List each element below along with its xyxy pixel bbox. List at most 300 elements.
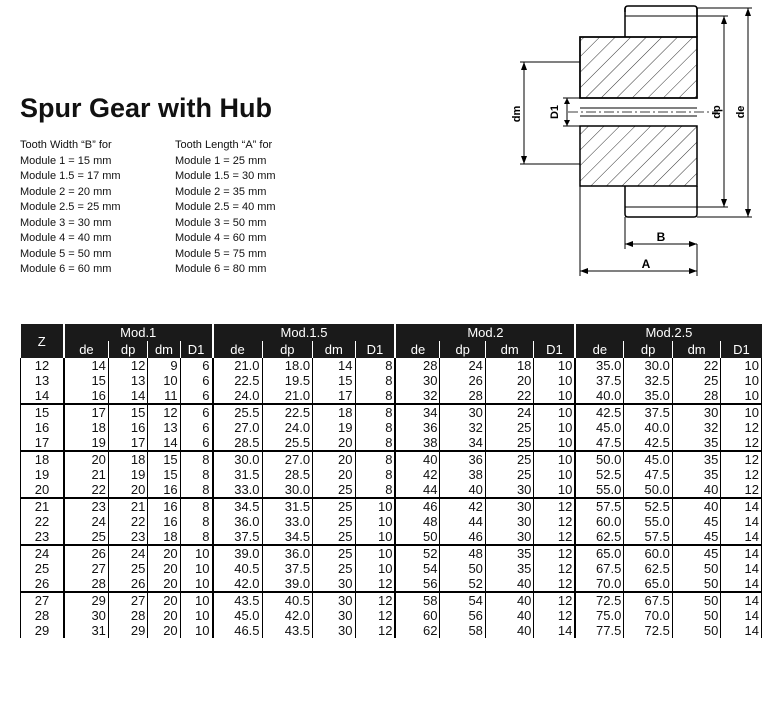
table-cell: 10	[180, 608, 212, 623]
table-cell: 10	[534, 388, 575, 404]
table-cell: 12	[355, 576, 395, 592]
table-cell: 12	[721, 482, 762, 498]
table-cell: 31	[64, 623, 108, 638]
table-cell: 50	[672, 592, 721, 608]
table-row	[21, 358, 762, 373]
table-cell: 10	[721, 388, 762, 404]
z-cell: 12	[21, 358, 64, 373]
tooth-length-line: Module 1.5 = 30 mm	[175, 170, 276, 182]
table-cell: 33.0	[262, 514, 313, 529]
table-cell: 10	[355, 545, 395, 561]
table-cell: 34.5	[262, 529, 313, 545]
table-cell: 35.0	[575, 358, 624, 373]
table-cell: 15	[148, 451, 180, 467]
table-cell: 45.0	[624, 451, 673, 467]
table-cell: 8	[180, 482, 212, 498]
table-cell: 40.0	[624, 420, 673, 435]
tooth-width-line: Module 1 = 15 mm	[20, 154, 112, 167]
table-cell: 57.5	[575, 498, 624, 514]
z-cell: 25	[21, 561, 64, 576]
table-cell: 12	[721, 467, 762, 482]
table-cell: 30	[672, 404, 721, 420]
table-cell: 12	[355, 623, 395, 638]
table-cell: 10	[534, 467, 575, 482]
table-cell: 23	[108, 529, 147, 545]
table-cell: 24	[64, 514, 108, 529]
table-cell: 36.0	[213, 514, 263, 529]
table-cell: 30	[313, 576, 355, 592]
table-cell: 28	[440, 388, 485, 404]
table-cell: 18	[485, 358, 534, 373]
table-cell: 25	[313, 529, 355, 545]
table-cell: 37.5	[262, 561, 313, 576]
table-cell: 40	[485, 576, 534, 592]
table-cell: 62.5	[624, 561, 673, 576]
column-header: dm	[485, 341, 534, 358]
table-cell: 18	[64, 420, 108, 435]
table-cell: 40	[485, 608, 534, 623]
table-cell: 12	[534, 529, 575, 545]
table-cell: 45	[672, 529, 721, 545]
tooth-length-line: Module 2 = 35 mm	[175, 185, 267, 198]
table-cell: 43.5	[213, 592, 263, 608]
table-cell: 10	[534, 420, 575, 435]
table-cell: 16	[148, 514, 180, 529]
table-cell: 31.5	[213, 467, 263, 482]
table-cell: 6	[180, 358, 212, 373]
table-cell: 14	[313, 358, 355, 373]
table-cell: 30.0	[624, 358, 673, 373]
table-cell: 47.5	[624, 467, 673, 482]
dim-label-dp: dp	[711, 105, 723, 119]
table-cell: 19.5	[262, 373, 313, 388]
table-cell: 30	[485, 529, 534, 545]
table-cell: 25	[313, 498, 355, 514]
table-cell: 30	[313, 608, 355, 623]
table-cell: 26	[64, 545, 108, 561]
table-cell: 12	[355, 608, 395, 623]
table-cell: 35	[672, 435, 721, 451]
table-cell: 11	[148, 388, 180, 404]
table-cell: 30	[440, 404, 485, 420]
table-cell: 14	[721, 576, 762, 592]
column-header: de	[575, 341, 624, 358]
table-cell: 14	[148, 435, 180, 451]
table-cell: 21.0	[213, 358, 263, 373]
table-row	[21, 482, 762, 498]
table-cell: 37.5	[575, 373, 624, 388]
table-cell: 20	[148, 561, 180, 576]
table-row	[21, 592, 762, 608]
z-cell: 13	[21, 373, 64, 388]
table-cell: 10	[180, 561, 212, 576]
table-cell: 72.5	[624, 623, 673, 638]
column-header: dp	[624, 341, 673, 358]
table-cell: 12	[108, 358, 147, 373]
table-cell: 27.0	[262, 451, 313, 467]
table-cell: 19	[313, 420, 355, 435]
table-cell: 13	[148, 420, 180, 435]
table-cell: 10	[534, 373, 575, 388]
table-cell: 35	[672, 451, 721, 467]
table-cell: 45.0	[575, 420, 624, 435]
table-cell: 45	[672, 545, 721, 561]
table-cell: 45	[672, 514, 721, 529]
table-cell: 25	[108, 561, 147, 576]
table-cell: 9	[148, 358, 180, 373]
table-cell: 52	[395, 545, 439, 561]
table-cell: 20	[313, 451, 355, 467]
table-row	[21, 514, 762, 529]
table-cell: 45.0	[213, 608, 263, 623]
table-cell: 6	[180, 435, 212, 451]
tooth-width-line: Module 5 = 50 mm	[20, 247, 112, 260]
table-cell: 25	[64, 529, 108, 545]
table-cell: 46	[395, 498, 439, 514]
table-cell: 42	[440, 498, 485, 514]
table-cell: 30	[485, 498, 534, 514]
z-cell: 26	[21, 576, 64, 592]
table-cell: 65.0	[575, 545, 624, 561]
table-cell: 14	[534, 623, 575, 638]
table-cell: 10	[534, 404, 575, 420]
table-cell: 32	[440, 420, 485, 435]
table-cell: 40	[440, 482, 485, 498]
table-cell: 27.0	[213, 420, 263, 435]
table-cell: 8	[180, 498, 212, 514]
table-cell: 24.0	[262, 420, 313, 435]
tooth-length-spec	[175, 138, 276, 278]
column-header: dp	[440, 341, 485, 358]
table-cell: 8	[180, 451, 212, 467]
table-cell: 46.5	[213, 623, 263, 638]
table-cell: 14	[721, 529, 762, 545]
table-cell: 13	[108, 373, 147, 388]
table-cell: 6	[180, 404, 212, 420]
table-cell: 12	[355, 592, 395, 608]
z-cell: 15	[21, 404, 64, 420]
table-cell: 65.0	[624, 576, 673, 592]
table-cell: 14	[721, 623, 762, 638]
table-cell: 40	[395, 451, 439, 467]
table-cell: 10	[534, 482, 575, 498]
table-cell: 30	[313, 592, 355, 608]
table-cell: 72.5	[575, 592, 624, 608]
table-cell: 39.0	[213, 545, 263, 561]
table-cell: 10	[355, 514, 395, 529]
table-cell: 21	[108, 498, 147, 514]
table-cell: 28	[672, 388, 721, 404]
table-cell: 20	[148, 592, 180, 608]
table-cell: 8	[355, 358, 395, 373]
table-cell: 14	[721, 608, 762, 623]
table-cell: 46	[440, 529, 485, 545]
table-cell: 20	[64, 451, 108, 467]
table-cell: 42.5	[624, 435, 673, 451]
table-cell: 10	[534, 435, 575, 451]
table-cell: 30	[313, 623, 355, 638]
table-cell: 22	[672, 358, 721, 373]
table-cell: 6	[180, 373, 212, 388]
table-cell: 10	[355, 498, 395, 514]
table-cell: 22	[485, 388, 534, 404]
table-cell: 28	[64, 576, 108, 592]
table-cell: 52.5	[624, 498, 673, 514]
table-cell: 39.0	[262, 576, 313, 592]
table-cell: 15	[64, 373, 108, 388]
column-header: de	[395, 341, 439, 358]
table-cell: 12	[148, 404, 180, 420]
table-cell: 10	[148, 373, 180, 388]
table-cell: 30	[485, 514, 534, 529]
tooth-length-line: Module 4 = 60 mm	[175, 232, 267, 244]
column-header: D1	[721, 341, 762, 358]
table-cell: 20	[148, 608, 180, 623]
table-cell: 8	[355, 404, 395, 420]
table-row	[21, 545, 762, 561]
table-cell: 17	[108, 435, 147, 451]
table-cell: 67.5	[624, 592, 673, 608]
table-cell: 25.5	[213, 404, 263, 420]
column-header: dm	[313, 341, 355, 358]
table-cell: 62	[395, 623, 439, 638]
table-cell: 30	[485, 482, 534, 498]
table-cell: 36	[440, 451, 485, 467]
tooth-width-line: Module 2.5 = 25 mm	[20, 201, 121, 213]
table-cell: 8	[180, 467, 212, 482]
sub-header-row	[21, 341, 762, 358]
table-row	[21, 467, 762, 482]
table-cell: 32	[672, 420, 721, 435]
table-cell: 18.0	[262, 358, 313, 373]
table-cell: 6	[180, 420, 212, 435]
table-cell: 10	[534, 451, 575, 467]
table-cell: 38	[395, 435, 439, 451]
table-cell: 37.5	[213, 529, 263, 545]
table-cell: 20	[313, 435, 355, 451]
tooth-width-line: Module 6 = 60 mm	[20, 263, 112, 275]
table-cell: 14	[721, 545, 762, 561]
table-body	[21, 358, 762, 638]
z-cell: 17	[21, 435, 64, 451]
tooth-length-line: Module 2.5 = 40 mm	[175, 201, 276, 213]
table-cell: 15	[313, 373, 355, 388]
table-cell: 10	[721, 404, 762, 420]
table-cell: 12	[534, 576, 575, 592]
column-header: dm	[148, 341, 180, 358]
table-cell: 25.5	[262, 435, 313, 451]
table-cell: 8	[180, 514, 212, 529]
table-cell: 50.0	[624, 482, 673, 498]
table-cell: 12	[534, 545, 575, 561]
table-cell: 17	[64, 404, 108, 420]
table-cell: 60	[395, 608, 439, 623]
table-cell: 12	[534, 561, 575, 576]
table-cell: 47.5	[575, 435, 624, 451]
table-row	[21, 608, 762, 623]
table-cell: 8	[355, 482, 395, 498]
table-cell: 17	[313, 388, 355, 404]
table-cell: 14	[108, 388, 147, 404]
tooth-length-line: Module 6 = 80 mm	[175, 263, 267, 275]
table-cell: 15	[148, 467, 180, 482]
table-cell: 50	[395, 529, 439, 545]
table-cell: 20	[148, 576, 180, 592]
table-cell: 30	[64, 608, 108, 623]
z-cell: 19	[21, 467, 64, 482]
table-cell: 12	[721, 451, 762, 467]
table-cell: 24.0	[213, 388, 263, 404]
table-cell: 8	[355, 388, 395, 404]
table-cell: 40	[485, 592, 534, 608]
table-cell: 19	[64, 435, 108, 451]
table-row	[21, 388, 762, 404]
table-cell: 8	[355, 420, 395, 435]
z-header: Z	[21, 324, 64, 358]
table-cell: 54	[440, 592, 485, 608]
table-cell: 50	[672, 576, 721, 592]
table-cell: 25	[485, 467, 534, 482]
table-cell: 60.0	[624, 545, 673, 561]
dim-label-d1: D1	[549, 104, 561, 120]
z-cell: 24	[21, 545, 64, 561]
table-cell: 48	[440, 545, 485, 561]
table-cell: 22	[64, 482, 108, 498]
table-cell: 19	[108, 467, 147, 482]
table-cell: 15	[108, 404, 147, 420]
table-cell: 33.0	[213, 482, 263, 498]
table-cell: 40.0	[575, 388, 624, 404]
table-cell: 42.0	[262, 608, 313, 623]
table-cell: 44	[395, 482, 439, 498]
table-cell: 40.5	[262, 592, 313, 608]
table-cell: 10	[355, 529, 395, 545]
table-cell: 30	[395, 373, 439, 388]
table-cell: 16	[148, 482, 180, 498]
table-cell: 20	[148, 623, 180, 638]
table-cell: 56	[395, 576, 439, 592]
gear-body	[568, 6, 718, 217]
table-cell: 32	[395, 388, 439, 404]
table-cell: 12	[534, 608, 575, 623]
table-cell: 36	[395, 420, 439, 435]
table-row	[21, 404, 762, 420]
tooth-width-line: Module 3 = 30 mm	[20, 216, 112, 229]
table-cell: 25	[313, 482, 355, 498]
table-cell: 28	[395, 358, 439, 373]
module-group-header: Mod.2.5	[575, 324, 761, 341]
table-cell: 35	[485, 561, 534, 576]
table-cell: 10	[180, 545, 212, 561]
column-header: dp	[108, 341, 147, 358]
table-cell: 32.5	[624, 373, 673, 388]
table-cell: 14	[64, 358, 108, 373]
z-cell: 14	[21, 388, 64, 404]
table-cell: 12	[534, 514, 575, 529]
tooth-length-line: Module 5 = 75 mm	[175, 247, 267, 260]
table-cell: 67.5	[575, 561, 624, 576]
table-cell: 50	[672, 561, 721, 576]
column-header: dm	[672, 341, 721, 358]
table-cell: 18	[148, 529, 180, 545]
table-cell: 12	[721, 420, 762, 435]
table-row	[21, 420, 762, 435]
table-cell: 25	[313, 545, 355, 561]
table-cell: 28.5	[262, 467, 313, 482]
table-cell: 26	[440, 373, 485, 388]
table-cell: 37.5	[624, 404, 673, 420]
table-cell: 36.0	[262, 545, 313, 561]
z-cell: 29	[21, 623, 64, 638]
table-cell: 12	[721, 435, 762, 451]
table-cell: 43.5	[262, 623, 313, 638]
tooth-length-line: Module 3 = 50 mm	[175, 216, 267, 229]
table-cell: 77.5	[575, 623, 624, 638]
table-cell: 42.5	[575, 404, 624, 420]
table-row	[21, 435, 762, 451]
column-header: D1	[534, 341, 575, 358]
table-cell: 28.5	[213, 435, 263, 451]
table-cell: 6	[180, 388, 212, 404]
table-cell: 44	[440, 514, 485, 529]
tooth-length-heading: Tooth Length “A” for	[175, 139, 273, 151]
table-cell: 21.0	[262, 388, 313, 404]
table-cell: 22.5	[262, 404, 313, 420]
table-row	[21, 498, 762, 514]
table-cell: 48	[395, 514, 439, 529]
table-cell: 54	[395, 561, 439, 576]
table-cell: 58	[395, 592, 439, 608]
table-cell: 35	[485, 545, 534, 561]
z-cell: 16	[21, 420, 64, 435]
table-cell: 23	[64, 498, 108, 514]
table-cell: 50	[672, 608, 721, 623]
tooth-width-spec	[20, 138, 121, 278]
table-cell: 20	[485, 373, 534, 388]
table-cell: 27	[64, 561, 108, 576]
table-cell: 8	[355, 435, 395, 451]
table-cell: 62.5	[575, 529, 624, 545]
column-header: de	[213, 341, 263, 358]
z-cell: 20	[21, 482, 64, 498]
table-cell: 38	[440, 467, 485, 482]
table-cell: 50	[672, 623, 721, 638]
table-cell: 25	[313, 561, 355, 576]
table-cell: 24	[108, 545, 147, 561]
gear-cross-section-diagram	[508, 4, 762, 280]
tooth-width-line: Module 2 = 20 mm	[20, 185, 112, 198]
tooth-length-line: Module 1 = 25 mm	[175, 154, 267, 167]
table-cell: 35	[672, 467, 721, 482]
table-cell: 28	[108, 608, 147, 623]
table-cell: 22	[108, 514, 147, 529]
table-cell: 30.0	[213, 451, 263, 467]
dim-label-b: B	[656, 230, 666, 244]
table-cell: 25	[485, 451, 534, 467]
table-cell: 50	[440, 561, 485, 576]
table-cell: 18	[108, 451, 147, 467]
table-cell: 8	[355, 467, 395, 482]
table-cell: 55.0	[624, 514, 673, 529]
z-cell: 18	[21, 451, 64, 467]
z-cell: 28	[21, 608, 64, 623]
page-title: Spur Gear with Hub	[20, 93, 273, 123]
table-cell: 20	[108, 482, 147, 498]
table-cell: 56	[440, 608, 485, 623]
table-cell: 24	[485, 404, 534, 420]
table-cell: 40.5	[213, 561, 263, 576]
table-cell: 29	[64, 592, 108, 608]
